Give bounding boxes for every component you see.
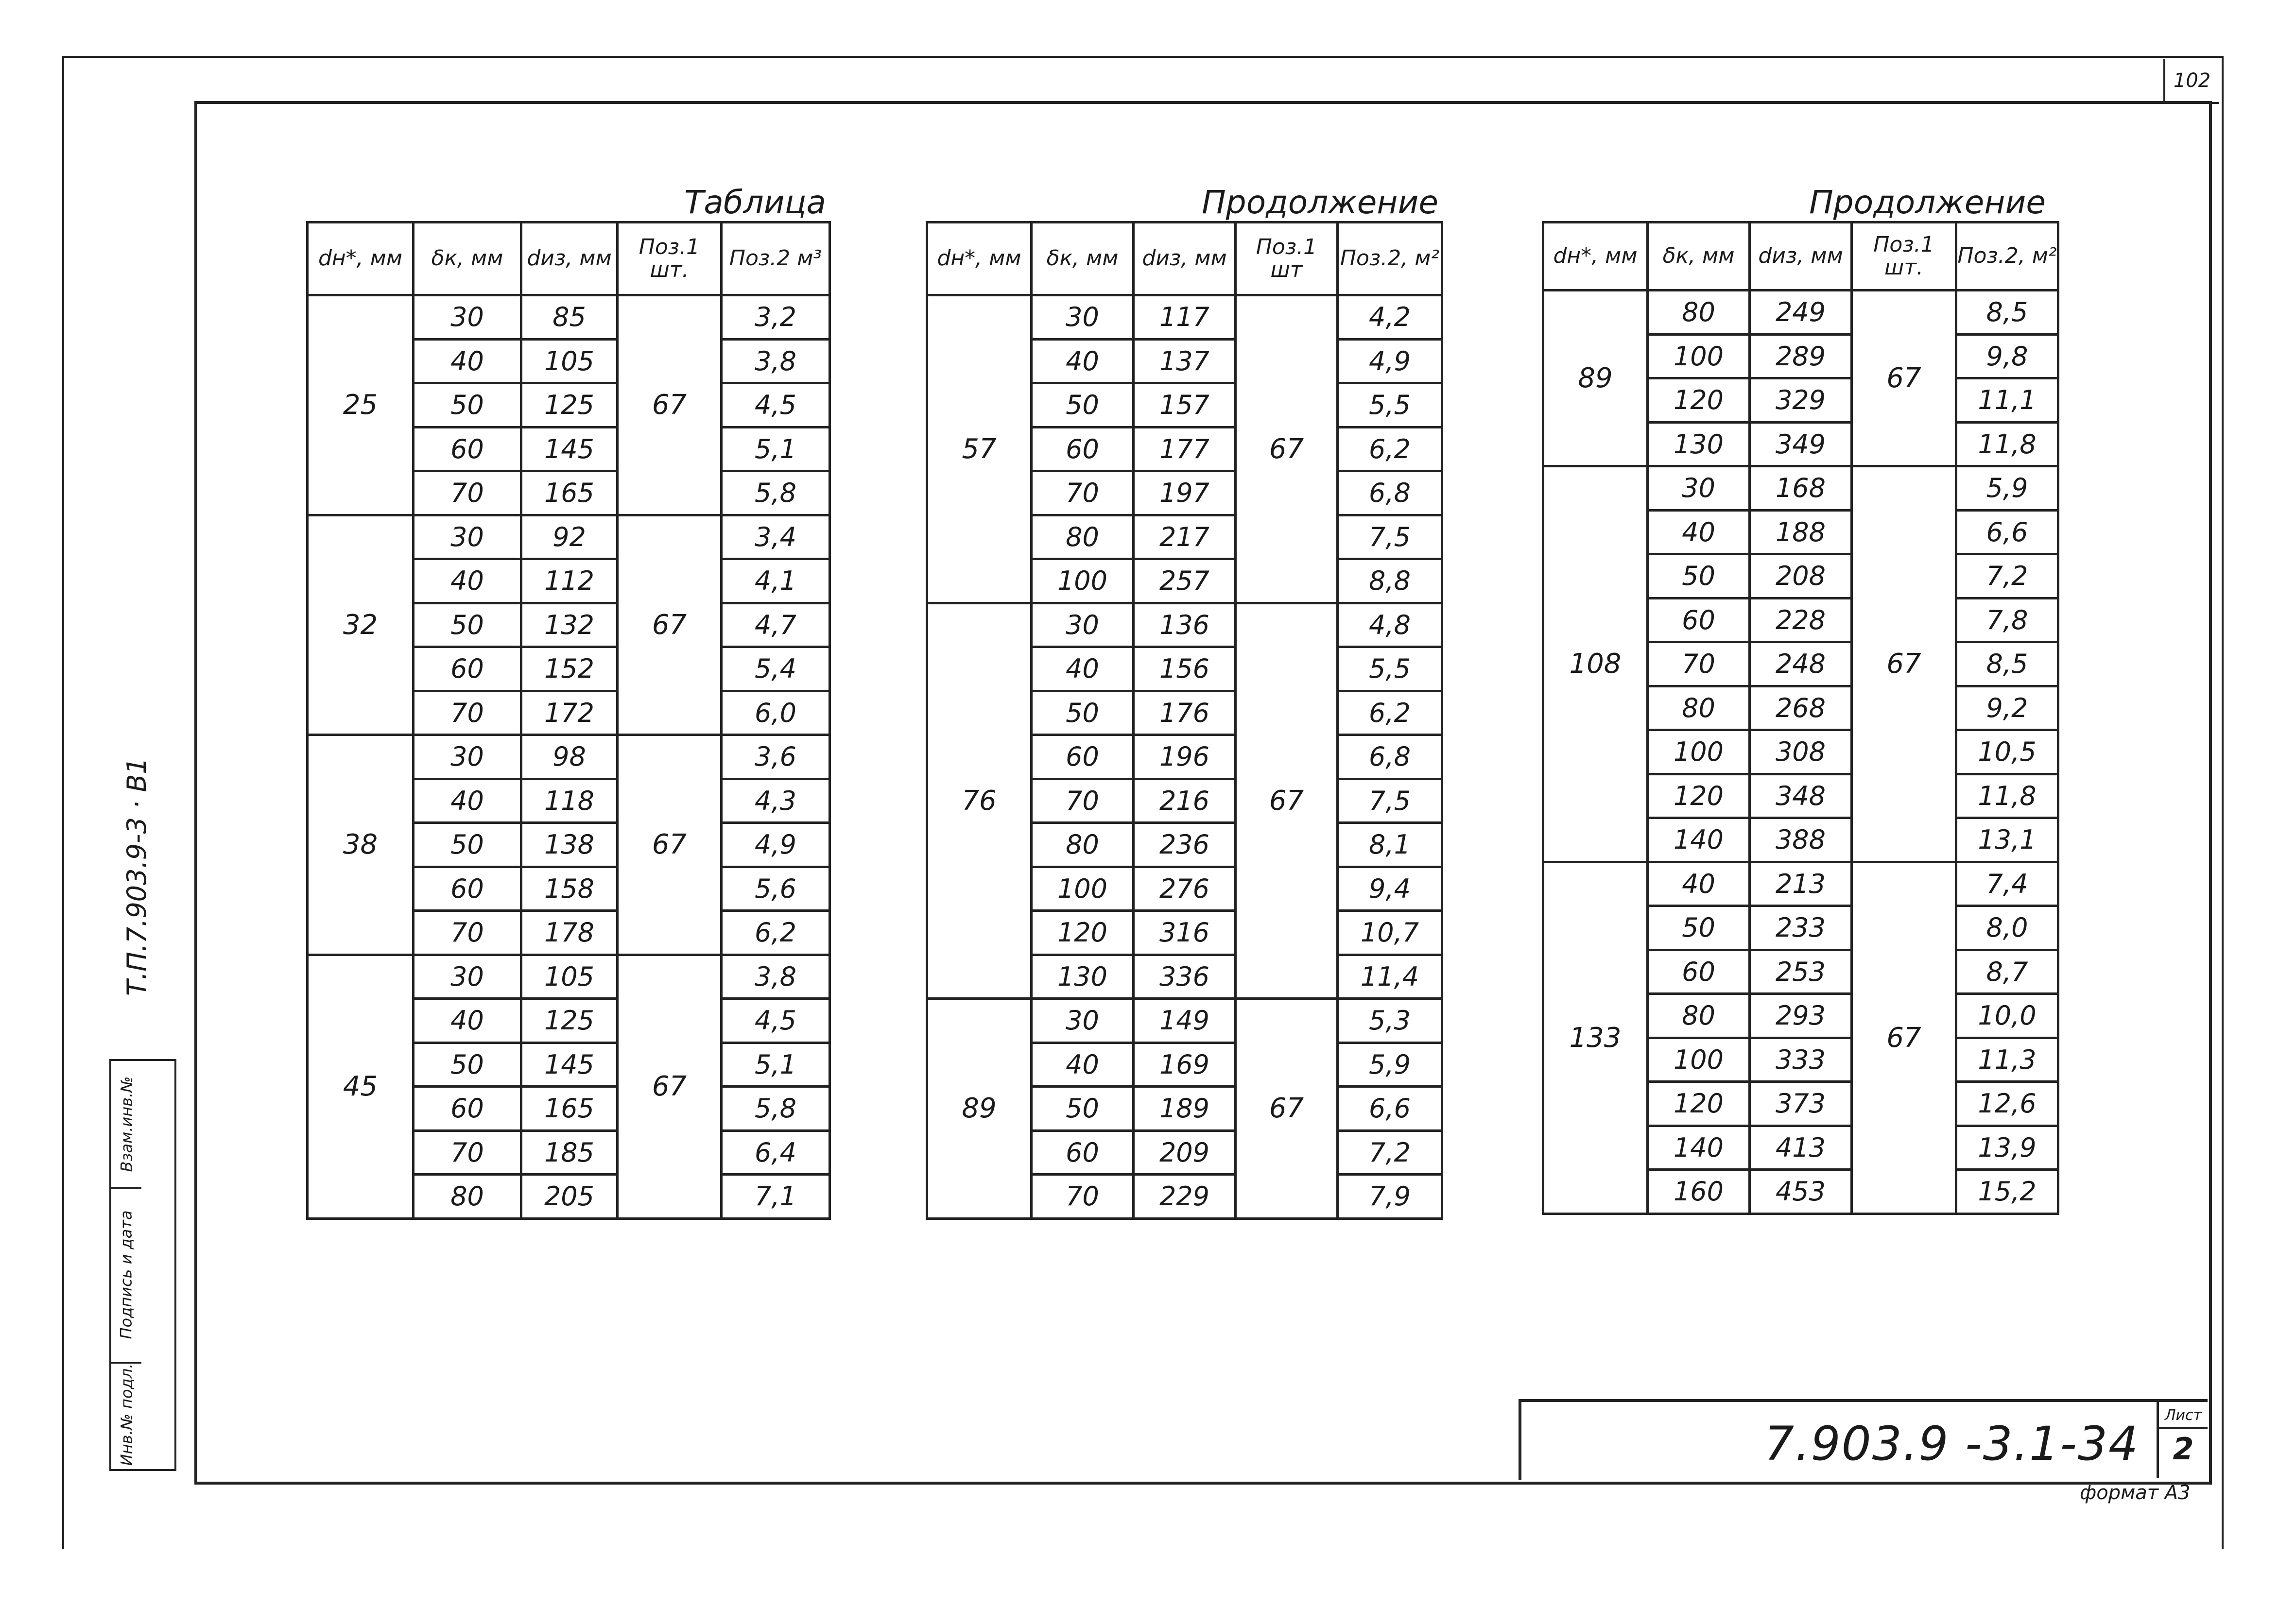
cell-poz2: 4,2 (1338, 295, 1442, 340)
cell-diz: 233 (1750, 906, 1852, 950)
stamp-text-signature: Подпись и дата (117, 1210, 136, 1339)
cell-poz2: 5,8 (722, 471, 830, 515)
cell-poz2: 4,7 (722, 603, 830, 647)
cell-diz: 196 (1134, 735, 1236, 779)
table-row (308, 735, 830, 779)
cell-poz2: 8,5 (1956, 291, 2058, 335)
cell-poz2: 13,9 (1956, 1126, 2058, 1170)
cell-poz2: 11,4 (1338, 955, 1442, 999)
cell-dk: 120 (1648, 774, 1750, 818)
cell-poz2: 5,6 (722, 867, 830, 911)
stamp-cell-signature (111, 1187, 141, 1364)
header-poz1: Поз.1 шт. (1852, 222, 1956, 291)
cell-diz: 177 (1134, 427, 1236, 471)
cell-poz2: 11,8 (1956, 422, 2058, 466)
cell-dk: 50 (1032, 691, 1134, 735)
cell-diz: 145 (521, 427, 618, 471)
cell-poz2: 5,1 (722, 1043, 830, 1087)
document-code: 7.903.9 -3.1-34 (1764, 1417, 2140, 1471)
cell-dk: 80 (1032, 515, 1134, 559)
cell-dk: 100 (1032, 559, 1134, 603)
cell-dn: 57 (927, 295, 1032, 603)
header-dk: δк, мм (414, 222, 521, 295)
cell-dk: 50 (414, 383, 521, 427)
table-3 (1542, 221, 2059, 1215)
stamp-cell-replacement (111, 1061, 141, 1189)
cell-poz2: 9,8 (1956, 334, 2058, 378)
cell-poz1: 67 (618, 295, 722, 515)
cell-poz2: 7,1 (722, 1175, 830, 1219)
cell-dk: 120 (1032, 911, 1134, 955)
cell-dk: 60 (414, 647, 521, 691)
header-dk: δк, мм (1648, 222, 1750, 291)
cell-dk: 40 (1648, 862, 1750, 906)
cell-dk: 30 (414, 955, 521, 999)
cell-diz: 228 (1750, 598, 1852, 642)
cell-dk: 100 (1032, 867, 1134, 911)
cell-dk: 160 (1648, 1170, 1750, 1214)
cell-poz1: 67 (1852, 862, 1956, 1214)
cell-dn: 89 (1543, 291, 1648, 466)
cell-dk: 50 (414, 823, 521, 867)
cell-dk: 80 (1648, 291, 1750, 335)
cell-dk: 50 (414, 603, 521, 647)
cell-diz: 213 (1750, 862, 1852, 906)
table-row (1543, 291, 2058, 335)
cell-diz: 158 (521, 867, 618, 911)
cell-diz: 156 (1134, 647, 1236, 691)
cell-diz: 105 (521, 339, 618, 383)
table-2 (926, 221, 1443, 1220)
cell-dk: 70 (414, 471, 521, 515)
cell-poz2: 7,5 (1338, 515, 1442, 559)
cell-dk: 60 (1032, 1130, 1134, 1175)
page-number: 102 (2163, 59, 2219, 104)
cell-poz2: 4,5 (722, 383, 830, 427)
sheet-label: Лист (2159, 1404, 2208, 1429)
table-row (927, 999, 1442, 1043)
cell-dk: 130 (1648, 422, 1750, 466)
cell-dk: 70 (1032, 1175, 1134, 1219)
cell-poz2: 5,8 (722, 1087, 830, 1131)
cell-poz2: 8,1 (1338, 823, 1442, 867)
cell-dk: 140 (1648, 1126, 1750, 1170)
cell-diz: 149 (1134, 999, 1236, 1043)
cell-poz2: 6,2 (722, 911, 830, 955)
cell-poz2: 6,8 (1338, 735, 1442, 779)
cell-poz2: 4,5 (722, 999, 830, 1043)
cell-dk: 100 (1648, 730, 1750, 774)
cell-diz: 453 (1750, 1170, 1852, 1214)
cell-diz: 249 (1750, 291, 1852, 335)
cell-diz: 208 (1750, 554, 1852, 598)
table-row (927, 295, 1442, 340)
cell-diz: 165 (521, 471, 618, 515)
cell-diz: 308 (1750, 730, 1852, 774)
cell-diz: 189 (1134, 1087, 1236, 1131)
table-3-caption: Продолжение (1809, 184, 2046, 221)
cell-poz2: 6,0 (722, 691, 830, 735)
cell-dk: 30 (1032, 295, 1134, 340)
table-row (308, 295, 830, 340)
cell-diz: 348 (1750, 774, 1852, 818)
cell-dk: 60 (1648, 598, 1750, 642)
header-diz: dиз, мм (521, 222, 618, 295)
cell-diz: 388 (1750, 818, 1852, 862)
cell-dk: 70 (1648, 642, 1750, 686)
header-poz1: Поз.1 шт. (618, 222, 722, 295)
header-diz: dиз, мм (1750, 222, 1852, 291)
cell-poz1: 67 (1852, 466, 1956, 862)
cell-poz2: 8,5 (1956, 642, 2058, 686)
cell-poz2: 7,8 (1956, 598, 2058, 642)
cell-poz2: 6,2 (1338, 427, 1442, 471)
cell-poz1: 67 (1852, 291, 1956, 466)
cell-diz: 336 (1134, 955, 1236, 999)
cell-dk: 80 (1648, 686, 1750, 730)
cell-diz: 197 (1134, 471, 1236, 515)
header-dn: dн*, мм (308, 222, 414, 295)
table-row (308, 955, 830, 999)
cell-poz2: 5,9 (1956, 466, 2058, 511)
cell-diz: 236 (1134, 823, 1236, 867)
cell-poz1: 67 (618, 735, 722, 955)
cell-dn: 76 (927, 603, 1032, 999)
cell-dk: 50 (1648, 554, 1750, 598)
cell-diz: 125 (521, 999, 618, 1043)
cell-poz2: 13,1 (1956, 818, 2058, 862)
cell-dk: 30 (414, 295, 521, 340)
cell-diz: 92 (521, 515, 618, 559)
header-poz2: Поз.2 м³ (722, 222, 830, 295)
cell-diz: 268 (1750, 686, 1852, 730)
cell-diz: 172 (521, 691, 618, 735)
cell-diz: 125 (521, 383, 618, 427)
cell-dk: 40 (1032, 1043, 1134, 1087)
table-row (1543, 466, 2058, 511)
cell-poz2: 5,5 (1338, 647, 1442, 691)
cell-dk: 30 (1648, 466, 1750, 511)
cell-poz1: 67 (1236, 603, 1338, 999)
sheet-number: 2 (2173, 1431, 2194, 1467)
cell-poz2: 5,3 (1338, 999, 1442, 1043)
cell-diz: 293 (1750, 994, 1852, 1038)
cell-dk: 60 (1032, 735, 1134, 779)
header-dk: δк, мм (1032, 222, 1134, 295)
cell-dk: 40 (414, 339, 521, 383)
cell-diz: 138 (521, 823, 618, 867)
cell-poz1: 67 (618, 955, 722, 1218)
cell-diz: 105 (521, 955, 618, 999)
header-poz2: Поз.2, м² (1956, 222, 2058, 291)
cell-poz2: 11,1 (1956, 378, 2058, 423)
cell-poz1: 67 (618, 515, 722, 735)
cell-diz: 205 (521, 1175, 618, 1219)
cell-dk: 60 (1032, 427, 1134, 471)
cell-diz: 137 (1134, 339, 1236, 383)
cell-diz: 176 (1134, 691, 1236, 735)
cell-dn: 38 (308, 735, 414, 955)
cell-poz2: 8,7 (1956, 950, 2058, 994)
cell-dk: 60 (414, 427, 521, 471)
cell-diz: 132 (521, 603, 618, 647)
cell-dk: 130 (1032, 955, 1134, 999)
cell-diz: 276 (1134, 867, 1236, 911)
cell-dk: 40 (414, 559, 521, 603)
cell-poz2: 3,8 (722, 955, 830, 999)
cell-poz2: 15,2 (1956, 1170, 2058, 1214)
cell-diz: 333 (1750, 1038, 1852, 1082)
header-dn: dн*, мм (927, 222, 1032, 295)
cell-dk: 70 (414, 911, 521, 955)
table-row (308, 515, 830, 559)
cell-diz: 289 (1750, 334, 1852, 378)
table-row (927, 603, 1442, 647)
cell-poz2: 7,2 (1956, 554, 2058, 598)
cell-dk: 30 (414, 735, 521, 779)
cell-dk: 70 (414, 1130, 521, 1175)
cell-poz2: 7,9 (1338, 1175, 1442, 1219)
table-1-caption: Таблица (684, 184, 826, 221)
cell-poz2: 6,4 (722, 1130, 830, 1175)
cell-poz2: 9,4 (1338, 867, 1442, 911)
cell-diz: 413 (1750, 1126, 1852, 1170)
cell-dn: 32 (308, 515, 414, 735)
cell-dk: 100 (1648, 334, 1750, 378)
format-note: формат А3 (2080, 1482, 2191, 1504)
title-block (1519, 1399, 2208, 1480)
cell-diz: 229 (1134, 1175, 1236, 1219)
cell-diz: 373 (1750, 1082, 1852, 1126)
cell-poz2: 5,9 (1338, 1043, 1442, 1087)
cell-poz2: 10,0 (1956, 994, 2058, 1038)
cell-dk: 60 (414, 1087, 521, 1131)
cell-dk: 140 (1648, 818, 1750, 862)
cell-dn: 25 (308, 295, 414, 515)
cell-diz: 169 (1134, 1043, 1236, 1087)
cell-diz: 117 (1134, 295, 1236, 340)
cell-diz: 152 (521, 647, 618, 691)
cell-poz1: 67 (1236, 999, 1338, 1219)
cell-poz2: 6,6 (1956, 510, 2058, 554)
cell-poz2: 3,6 (722, 735, 830, 779)
cell-poz1: 67 (1236, 295, 1338, 603)
cell-diz: 157 (1134, 383, 1236, 427)
cell-poz2: 9,2 (1956, 686, 2058, 730)
header-poz2: Поз.2, м² (1338, 222, 1442, 295)
cell-dk: 70 (1032, 471, 1134, 515)
cell-poz2: 4,1 (722, 559, 830, 603)
cell-poz2: 4,9 (1338, 339, 1442, 383)
cell-diz: 217 (1134, 515, 1236, 559)
cell-dn: 89 (927, 999, 1032, 1219)
cell-diz: 136 (1134, 603, 1236, 647)
cell-dk: 80 (1032, 823, 1134, 867)
cell-poz2: 5,5 (1338, 383, 1442, 427)
cell-dn: 133 (1543, 862, 1648, 1214)
cell-poz2: 6,2 (1338, 691, 1442, 735)
cell-dk: 50 (414, 1043, 521, 1087)
side-stamp (109, 1059, 176, 1471)
cell-poz2: 7,2 (1338, 1130, 1442, 1175)
cell-poz2: 4,8 (1338, 603, 1442, 647)
cell-diz: 145 (521, 1043, 618, 1087)
cell-diz: 253 (1750, 950, 1852, 994)
cell-poz2: 10,5 (1956, 730, 2058, 774)
cell-dk: 100 (1648, 1038, 1750, 1082)
cell-poz2: 5,4 (722, 647, 830, 691)
cell-poz2: 3,2 (722, 295, 830, 340)
cell-diz: 188 (1750, 510, 1852, 554)
cell-diz: 257 (1134, 559, 1236, 603)
cell-dk: 40 (1032, 339, 1134, 383)
cell-diz: 98 (521, 735, 618, 779)
cell-diz: 118 (521, 779, 618, 823)
cell-diz: 316 (1134, 911, 1236, 955)
table-2-caption: Продолжение (1202, 184, 1438, 221)
cell-poz2: 11,3 (1956, 1038, 2058, 1082)
cell-dk: 60 (1648, 950, 1750, 994)
cell-dk: 40 (1032, 647, 1134, 691)
cell-dk: 120 (1648, 378, 1750, 423)
cell-dk: 30 (1032, 999, 1134, 1043)
cell-poz2: 12,6 (1956, 1082, 2058, 1126)
cell-poz2: 3,4 (722, 515, 830, 559)
cell-diz: 216 (1134, 779, 1236, 823)
cell-diz: 209 (1134, 1130, 1236, 1175)
stamp-text-inventory: Инв.№ подл. (117, 1363, 136, 1466)
cell-poz2: 6,6 (1338, 1087, 1442, 1131)
cell-poz2: 4,9 (722, 823, 830, 867)
cell-poz2: 6,8 (1338, 471, 1442, 515)
cell-poz2: 10,7 (1338, 911, 1442, 955)
cell-diz: 185 (521, 1130, 618, 1175)
cell-poz2: 5,1 (722, 427, 830, 471)
header-diz: dиз, мм (1134, 222, 1236, 295)
stamp-text-replacement: Взам.инв.№ (117, 1076, 136, 1172)
cell-dk: 50 (1032, 383, 1134, 427)
cell-dk: 50 (1648, 906, 1750, 950)
cell-diz: 349 (1750, 422, 1852, 466)
cell-poz2: 11,8 (1956, 774, 2058, 818)
cell-poz2: 3,8 (722, 339, 830, 383)
cell-dk: 30 (1032, 603, 1134, 647)
header-poz1: Поз.1 шт (1236, 222, 1338, 295)
cell-diz: 168 (1750, 466, 1852, 511)
cell-diz: 178 (521, 911, 618, 955)
cell-dk: 120 (1648, 1082, 1750, 1126)
cell-diz: 112 (521, 559, 618, 603)
cell-poz2: 8,0 (1956, 906, 2058, 950)
cell-diz: 165 (521, 1087, 618, 1131)
cell-dk: 50 (1032, 1087, 1134, 1131)
cell-diz: 85 (521, 295, 618, 340)
cell-diz: 248 (1750, 642, 1852, 686)
cell-dn: 108 (1543, 466, 1648, 862)
cell-dk: 30 (414, 515, 521, 559)
cell-poz2: 7,4 (1956, 862, 2058, 906)
cell-poz2: 4,3 (722, 779, 830, 823)
cell-dk: 70 (414, 691, 521, 735)
side-document-label: Т.П.7.903.9-3 · В1 (121, 757, 152, 996)
table-1 (306, 221, 831, 1220)
cell-dk: 40 (414, 999, 521, 1043)
cell-poz2: 7,5 (1338, 779, 1442, 823)
cell-dk: 60 (414, 867, 521, 911)
table-row (1543, 862, 2058, 906)
cell-dn: 45 (308, 955, 414, 1218)
cell-dk: 70 (1032, 779, 1134, 823)
header-dn: dн*, мм (1543, 222, 1648, 291)
sheet-box (2157, 1402, 2208, 1478)
cell-dk: 40 (414, 779, 521, 823)
cell-diz: 329 (1750, 378, 1852, 423)
cell-poz2: 8,8 (1338, 559, 1442, 603)
cell-dk: 40 (1648, 510, 1750, 554)
cell-dk: 80 (414, 1175, 521, 1219)
stamp-cell-inventory (111, 1362, 141, 1467)
cell-dk: 80 (1648, 994, 1750, 1038)
